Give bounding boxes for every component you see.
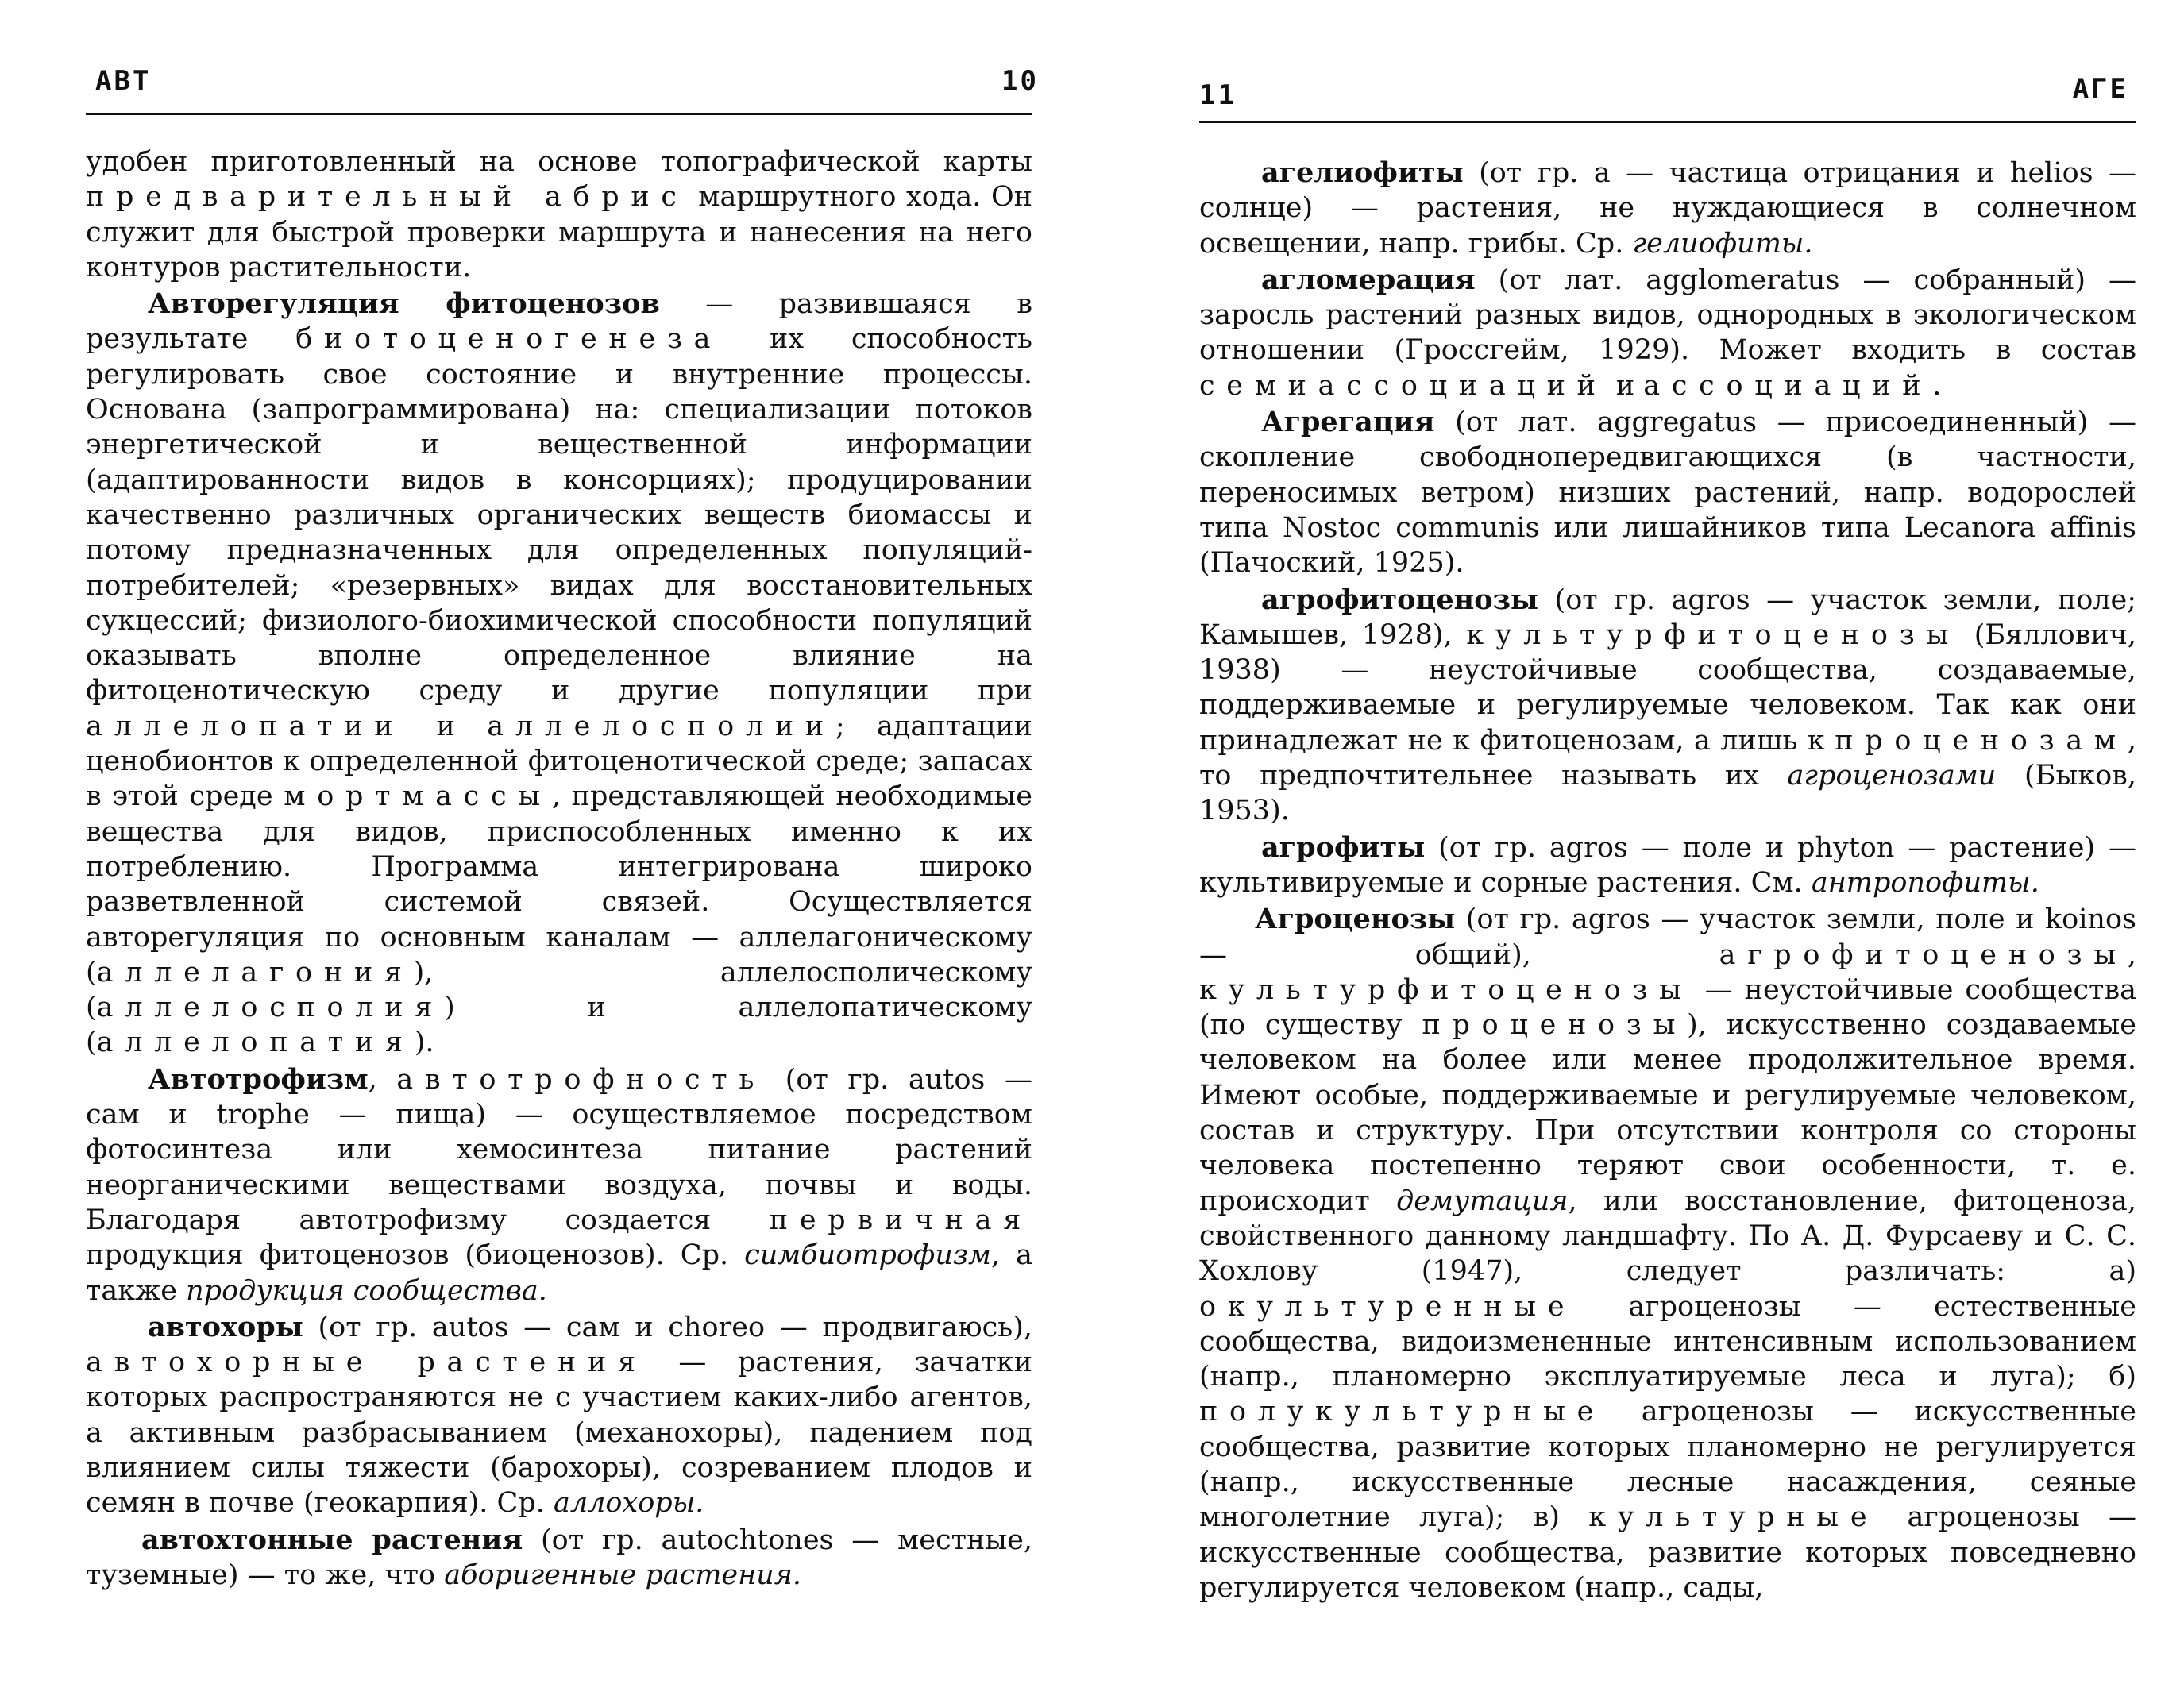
body-text: , [368,1063,397,1096]
body-text: , а также [86,1239,1032,1307]
body-text: ; адаптации ценобионтов к определенной фитоценотической среде; запасах в этой среде [86,710,1032,813]
body-text: (от гр. a — частица отрицания и helios — солнце) — растения, не нуждающиеся в солнечном освещении, напр. грибы. Ср. [1199,157,2136,260]
body-text: (от гр. agros — участок земли, поле и koinos — общий), [1199,904,2136,971]
spaced-term: проценозы [1422,1009,1688,1042]
dictionary-entry [1199,830,2136,901]
cross-reference: антропофиты. [1811,866,2039,899]
dictionary-entry [1199,405,2136,580]
spaced-term: культурфитоценозы [1466,618,1961,651]
spaced-term: аллелопатии [86,710,405,742]
entry-term: Агрегация [1261,406,1435,439]
body-text: маршрутного хода. Он служит для быстрой проверки маршрута и нанесения на него контуров растительности. [86,181,1032,283]
dictionary-entry [1199,156,2136,261]
cross-reference: демутация [1396,1185,1569,1217]
cross-reference: агроценозами [1787,760,1997,792]
spaced-term: автотрофность [396,1063,766,1096]
body-text: — развившаяся в результате [86,288,1032,356]
page-body [86,144,1032,1594]
body-text: (от гр. agros — участок земли, поле; Камышев, 1928), [1199,584,2136,651]
body-text: (от гр. autos — сам и choreo — продвигаюсь), [303,1311,1032,1343]
body-text: ) и аллелопатическому ( [86,992,1032,1059]
spaced-term: агрофитоценозы [1719,938,2128,971]
spaced-term: аллелосполии [487,710,835,742]
entry-term: Автотрофизм [148,1062,369,1096]
body-text: — растения, зачатки которых распространяются не с участием каких-либо агентов, а активным разбрасыванием (механохоры), падением под влиянием силы тяжести (барохоры), созреванием плодов и семян в почве (геокарпия). Ср. [86,1347,1032,1520]
body-text: и [1607,369,1644,402]
spaced-term: биотоценогенеза [295,323,723,356]
header-abbreviation: АГЕ [2072,73,2128,105]
dictionary-entry [86,1523,1032,1593]
cross-reference: продукция сообщества. [186,1274,547,1307]
entry-term: агломерация [1261,263,1476,296]
header-rule [86,113,1032,115]
body-text: агроценозы — искусственные сообщества, развитие которых повседневно регулируется человеком (напр., сады, [1199,1501,2136,1604]
body-text: ), аллелосполическому ( [86,956,1032,1024]
body-text: ). [414,1027,434,1059]
cross-reference: аллохоры. [553,1487,704,1520]
page-header [86,0,1039,111]
header-abbreviation: АВТ [95,65,152,97]
body-text: агроценозы — искусственные сообщества, развитие которых планомерно не регулируется (напр., искусственные лесные насаждения, сеяные многолетние луга); в) [1199,1396,2136,1534]
body-text: (от гр. agros — поле и phyton — растение) — культивируемые и сорные растения. См. [1199,831,2136,899]
entry-term: агрофитоценозы [1261,583,1539,616]
entry-term: автохтонные растения [141,1523,523,1556]
body-text: ), искусственно создаваемые человеком на более или менее продолжительное время. Имеют особые, поддерживаемые и регулируемые человеком, состав и структуру. При отсутствии контроля со стороны человека постепенно теряют свои особенности, т. е. происходит [1199,1009,2136,1217]
header-rule [1199,121,2136,123]
spaced-term: первичная [769,1204,1032,1236]
entry-term: агелиофиты [1261,156,1464,189]
cross-reference: симбиотрофизм [744,1239,991,1272]
spaced-term: проценозам [1835,724,2128,757]
page-number: 10 [1001,65,1039,97]
spaced-term: культурные [1588,1501,1879,1534]
left-page [86,0,1039,1707]
spaced-term: семиассоциаций [1199,369,1607,402]
dictionary-entry [86,1062,1032,1308]
continued-paragraph [86,144,1032,285]
right-page [1199,0,2136,1707]
page-header [1199,0,2136,111]
cross-reference: гелиофиты. [1632,227,1813,260]
body-text: агроценозы — естественные сообщества, видоизмененные интенсивным использованием (напр., планомерно эксплуатируемые леса и луга); б) [1199,1290,2136,1393]
body-text: (от гр. autochtones — местные, туземные) — то же, что [86,1524,1032,1591]
spaced-term: аллелагония [96,956,414,988]
body-text: (Бяллович, 1938) — неустойчивые сообщества, создаваемые, поддерживаемые и регулируемые человеком. Так как они принадлежат не к фитоценозам, а лишь к [1199,618,2136,757]
page-number: 11 [1199,79,1237,111]
body-text: , то предпочтительнее называть их [1199,724,2136,792]
page-body [1199,156,2136,1607]
body-text: . [1932,369,1942,402]
spaced-term: предварительный абрис [86,181,689,214]
spaced-term: автохорные растения [86,1347,647,1379]
spaced-term: ассоциаций [1643,369,1933,402]
spaced-term: аллелопатия [96,1027,415,1059]
spaced-term: культурфитоценозы [1199,973,1693,1006]
body-text: , [2127,938,2136,971]
body-text: (от гр. autos — сам и trophe — пища) — осуществляемое посредством фотосинтеза или хемосинтеза питание растений неорганическими веществами воздуха, почвы и воды. Благодаря автотрофизму создается [86,1063,1032,1236]
entry-term: Авторегуляция фитоценозов [148,287,660,321]
body-text: их способность регулировать свое состояние и внутренние процессы. Основана (запрограммирована) на: специализации потоков энергетической и вещественной информации (адаптированности видов в консорциях); продуцировании качественно различных органических веществ биомассы и потому предназначенных для определенных популяций-потребителей; «резервных» видах для восстановительных сукцессий; физиолого-биохимической способности популяций оказывать вполне определенное влияние на фитоценотическую среду и другие популяции при [86,323,1032,707]
spaced-term: полукультурные [1199,1396,1606,1428]
dictionary-entry [1199,263,2136,403]
body-text: и [404,710,488,742]
body-text: продукция фитоценозов (биоценозов). Ср. [86,1239,745,1272]
body-text: , или восстановление, фитоценоза, свойственного данному ландшафту. По А. Д. Фурсаеву и С. С. Хохлову (1947), следует различать: а) [1199,1185,2136,1288]
body-text: , представляющей необходимые вещества для видов, приспособленных именно к их потреблению. Программа интегрирована широко разветвленной системой связей. Осуществляется авторегуляция по основным каналам — аллелагоническому ( [86,780,1032,988]
spaced-term: окультуренные [1199,1290,1576,1323]
entry-term: автохоры [148,1310,303,1343]
body-text: удобен приготовленный на основе топографической карты [86,146,1032,178]
body-text: (от лат. agglomeratus — собранный) — заросль растений разных видов, однородных в экологическом отношении (Гроссгейм, 1929). Может входить в состав [1199,264,2136,367]
dictionary-entry [86,287,1032,1061]
spaced-term: аллелосполия [96,992,445,1024]
body-text: (от лат. aggregatus — присоединенный) — скопление свободнопередвигающихся (в частности, переносимых ветром) низших растений, напр. водорослей типа Nostoc communis или лишайников типа Lecanora affinis (Пачоский, 1925). [1199,407,2136,580]
entry-term: агрофиты [1261,830,1426,864]
dictionary-entry [86,1310,1032,1521]
body-text: (Быков, 1953). [1199,760,2136,827]
dictionary-entry [1199,583,2136,829]
entry-term: Агроценозы [1255,903,1456,936]
cross-reference: аборигенные растения. [444,1559,801,1591]
body-text: — неустойчивые сообщества (по существу [1199,973,2136,1042]
dictionary-entry [1199,902,2136,1605]
spaced-term: мортмассы [284,780,552,813]
